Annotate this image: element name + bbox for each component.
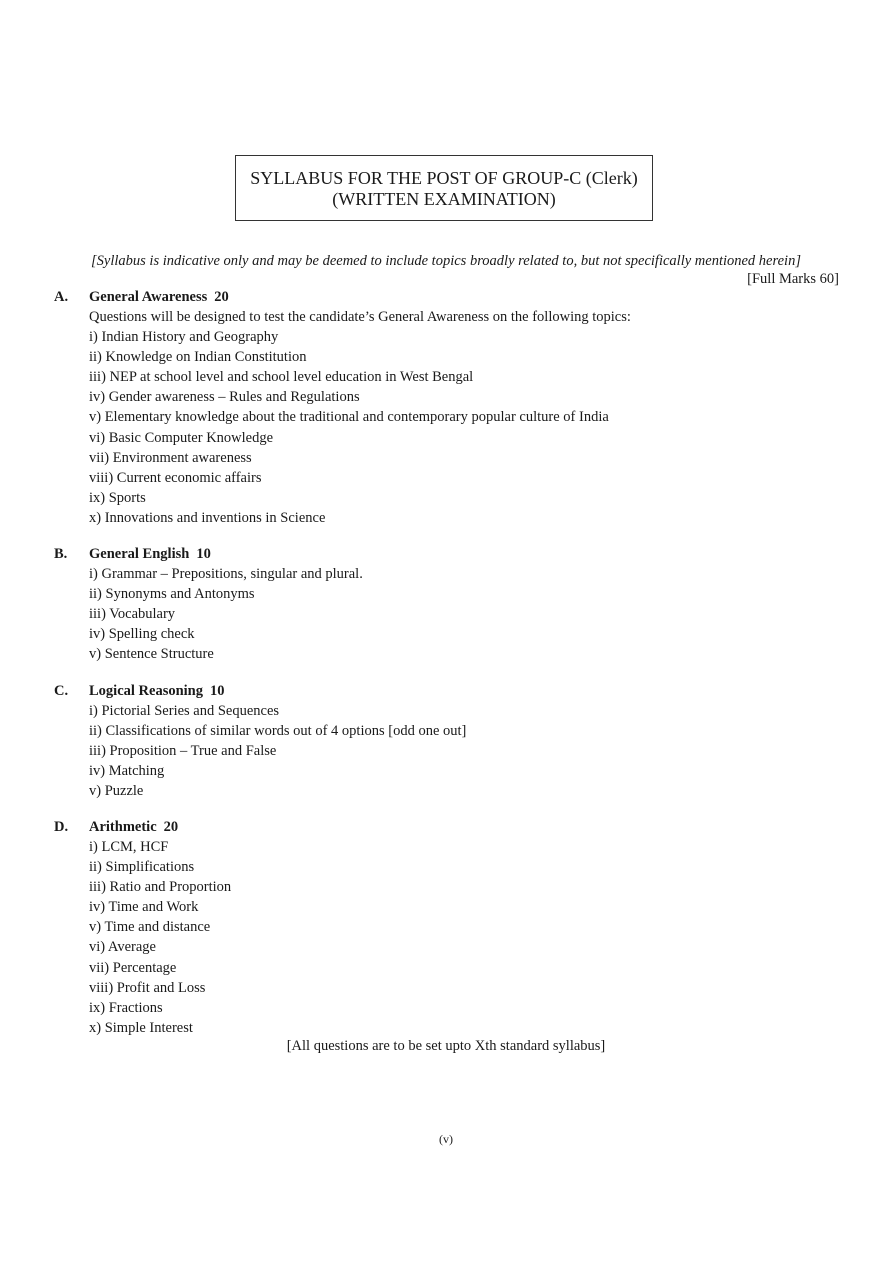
section-marks: 10 — [196, 546, 211, 562]
section-logical-reasoning — [54, 681, 466, 801]
section-header — [54, 287, 631, 307]
section-header — [54, 817, 231, 837]
title-line-1: SYLLABUS FOR THE POST OF GROUP-C (Clerk) — [250, 168, 638, 188]
section-title-text: Arithmetic — [89, 819, 157, 835]
section-title — [89, 544, 211, 564]
list-item: ii) Classifications of similar words out of 4 options [odd one out] — [89, 723, 467, 740]
list-item: v) Time and distance — [89, 919, 211, 936]
list-item: ix) Fractions — [89, 999, 163, 1016]
section-title — [89, 287, 229, 307]
section-letter: D. — [54, 819, 69, 835]
section-title-text: General Awareness — [89, 289, 208, 305]
section-marks: 10 — [210, 683, 225, 699]
list-item: vi) Basic Computer Knowledge — [89, 429, 274, 446]
list-item: iv) Matching — [89, 763, 165, 780]
list-item: vi) Average — [89, 939, 156, 956]
section-general-english — [54, 544, 363, 664]
section-title-text: General English — [89, 546, 190, 562]
list-item: iv) Gender awareness – Rules and Regulations — [89, 389, 360, 406]
title-box — [235, 155, 653, 221]
list-item: i) Grammar – Prepositions, singular and plural. — [89, 566, 363, 582]
list-item: v) Puzzle — [89, 783, 144, 800]
list-item: vii) Environment awareness — [89, 449, 252, 466]
section-header — [54, 544, 363, 564]
section-title-text: Logical Reasoning — [89, 683, 203, 699]
list-item: v) Sentence Structure — [89, 646, 214, 663]
list-item: v) Elementary knowledge about the traditional and contemporary popular culture of India — [89, 409, 609, 426]
list-item: x) Innovations and inventions in Science — [89, 509, 326, 526]
syllabus-footnote: [All questions are to be set upto Xth standard syllabus] — [286, 1038, 606, 1054]
section-letter: C. — [54, 683, 69, 699]
title-line-2: (WRITTEN EXAMINATION) — [332, 189, 556, 209]
list-item: x) Simple Interest — [89, 1019, 193, 1036]
full-marks: [Full Marks 60] — [747, 271, 839, 287]
list-item: ii) Knowledge on Indian Constitution — [89, 349, 307, 366]
list-item: viii) Current economic affairs — [89, 469, 262, 486]
list-item: i) LCM, HCF — [89, 839, 169, 855]
section-general-awareness — [54, 287, 631, 528]
list-item: iii) Proposition – True and False — [89, 743, 277, 760]
list-item: iii) NEP at school level and school level education in West Bengal — [89, 369, 474, 386]
list-item: iii) Ratio and Proportion — [89, 879, 232, 896]
list-item: iv) Spelling check — [89, 626, 195, 643]
section-marks: 20 — [214, 289, 229, 305]
page-number: (v) — [439, 1132, 453, 1146]
list-item: i) Pictorial Series and Sequences — [89, 703, 280, 719]
section-title — [89, 681, 225, 701]
list-item: i) Indian History and Geography — [89, 329, 279, 346]
section-intro: Questions will be designed to test the candidate’s General Awareness on the following topics: — [89, 309, 631, 325]
list-item: ii) Simplifications — [89, 859, 195, 876]
section-letter: B. — [54, 546, 68, 562]
list-item: iii) Vocabulary — [89, 606, 176, 623]
section-letter: A. — [54, 289, 69, 305]
list-item: ii) Synonyms and Antonyms — [89, 586, 255, 603]
list-item: viii) Profit and Loss — [89, 979, 206, 996]
list-item: iv) Time and Work — [89, 899, 199, 916]
section-arithmetic — [54, 817, 231, 1038]
section-header — [54, 681, 466, 701]
list-item: vii) Percentage — [89, 959, 177, 976]
syllabus-note: [Syllabus is indicative only and may be deemed to include topics broadly related to, but not specifically mentioned herein] — [91, 253, 801, 269]
list-item: ix) Sports — [89, 489, 146, 506]
section-title — [89, 817, 178, 837]
section-marks: 20 — [163, 819, 179, 835]
